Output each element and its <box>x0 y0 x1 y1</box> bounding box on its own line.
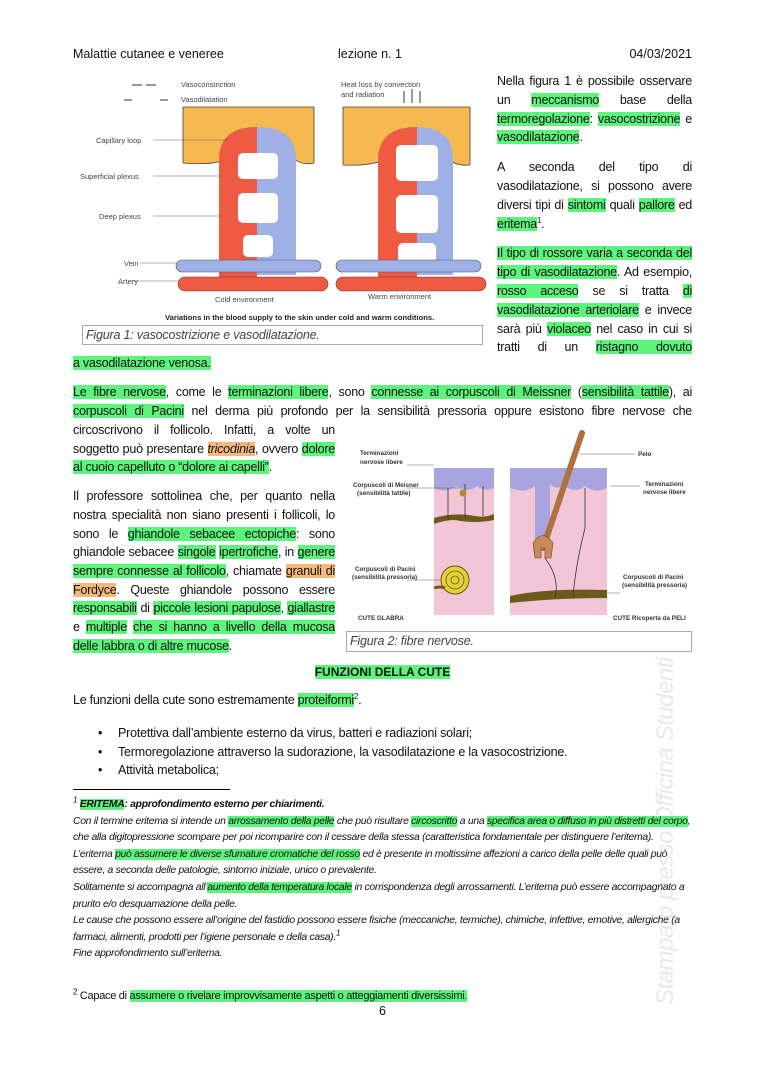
vein-cold <box>176 260 321 272</box>
footnote-2 <box>73 988 467 1005</box>
highlighted-text: termoregolazione <box>497 111 590 126</box>
text-segment: ed è presente in moltissime affezioni a carico della pelle delle quali può essere, a seconda delle patologie, sintomo iniziale, unico o prevalente. <box>73 848 668 877</box>
label-pacini-left: Corpuscoli di Pacini <box>355 566 416 573</box>
highlighted-text: eritema <box>497 216 537 231</box>
text-segment: , sono <box>328 385 372 399</box>
text-segment: , <box>280 601 288 616</box>
figure-2 <box>345 428 695 628</box>
label-meissner-2: (sensibilità tattile) <box>357 490 411 497</box>
text-segment: : <box>589 111 598 126</box>
list-item <box>73 743 693 762</box>
paragraph-functions-intro <box>73 691 361 709</box>
paragraph-tricodinia <box>73 421 335 477</box>
orange-highlighted-text: granuli di Fordyce <box>73 563 335 597</box>
artery-warm <box>336 277 486 291</box>
page-number: 6 <box>379 1004 386 1018</box>
text-segment: circoscrivono il follicolo. Infatti, a volte un soggetto può presentare <box>73 423 335 456</box>
text-segment: quali <box>605 197 639 212</box>
highlighted-text: circoscritto <box>411 815 458 827</box>
text-segment: Fine approfondimento sull’eritema. <box>73 948 223 960</box>
label-superficial-plexus: Superficial plexus <box>80 172 139 181</box>
footnote-ref[interactable]: 1 <box>73 795 78 805</box>
artery-cold <box>178 277 328 291</box>
footnote-ref[interactable]: 2 <box>73 987 78 997</box>
paragraph-vasodilatation-types <box>497 158 692 233</box>
highlighted-text: vasodilatazione <box>497 130 580 145</box>
highlighted-text: a vasodilatazione venosa. <box>73 356 211 370</box>
highlighted-text: ERITEMA <box>79 799 125 810</box>
text-segment: di <box>136 601 154 616</box>
highlighted-text: vasocostrizione <box>597 111 681 126</box>
highlighted-text: dolore al cuoio capelluto o “dolore ai capelli” <box>73 441 335 475</box>
text-segment: ( <box>571 385 582 399</box>
text-segment: , in <box>277 545 298 560</box>
list-item-text: Attività metabolica; <box>118 763 219 777</box>
highlighted-text: genere sempre connesse al follicolo <box>73 545 335 578</box>
text-segment: . <box>579 130 583 145</box>
text-segment: , come le <box>165 385 229 399</box>
highlighted-text: pallore <box>638 197 675 212</box>
label-vasodilatation: Vasodilatation <box>181 95 228 104</box>
section-heading: FUNZIONI DELLA CUTE <box>314 665 451 679</box>
label-deep-plexus: Deep plexus <box>99 212 141 221</box>
label-capillary-loop: Capillary loop <box>96 136 142 145</box>
highlighted-text: ghiandole sebacee ectopiche <box>127 526 296 541</box>
text-segment: ed <box>674 197 692 212</box>
figure-1-caption: Figura 1: vasocostrizione e vasodilatazione. <box>82 325 483 345</box>
highlighted-text: singole <box>177 545 216 560</box>
highlighted-text: assumere o rivelare improvvisamente aspetti o atteggiamenti diversissimi. <box>129 990 468 1002</box>
label-meissner: Corpuscoli di Meisner <box>353 482 419 489</box>
highlighted-text: violaceo <box>546 321 591 336</box>
heat-arrows <box>404 89 420 103</box>
bullet-icon: • <box>98 763 103 777</box>
highlighted-text: aumento della temperatura locale <box>207 881 352 893</box>
highlighted-text: sensibilità tattile <box>581 385 669 399</box>
paragraph-nerve-fibres <box>73 383 692 421</box>
highlighted-text: specifica area o diffuso in più distretti del corpo <box>486 815 688 827</box>
text-segment: : sono ghiandole sebacee <box>73 526 335 560</box>
bullet-icon: • <box>98 726 103 740</box>
highlighted-text: multiple <box>85 620 127 635</box>
label-pacini-left-2: (sensibilità pressoria) <box>352 574 418 581</box>
text-segment: nel caso in cui si tratti di un <box>497 321 692 355</box>
highlighted-text: meccanismo <box>531 92 599 107</box>
text-segment: . <box>228 638 233 653</box>
footnote-1-p4 <box>73 913 695 946</box>
text-segment: . <box>358 693 362 707</box>
text-segment: . <box>268 460 272 475</box>
highlighted-text: piccole lesioni papulose <box>153 601 281 616</box>
highlighted-text: di vasodilatazione arteriolare <box>497 283 692 317</box>
label-heat-loss-2: and radiation <box>341 90 385 99</box>
label-hairy-skin: CUTE Ricoperta da PELI <box>613 615 686 622</box>
label-free-endings-left-2: nervose libere <box>360 459 403 466</box>
text-segment: , chiamate <box>225 563 286 578</box>
highlighted-text: che si hanno a livello della mucosa delle labbra o di altre mucose <box>73 620 335 653</box>
highlighted-text: responsabili <box>73 601 137 616</box>
text-segment: . Queste ghiandole possono essere <box>116 582 335 597</box>
footnote-1 <box>73 797 695 963</box>
footnote-separator <box>73 789 230 790</box>
label-pacini-right: Corpuscoli di Pacini <box>623 574 684 581</box>
footnote-ref[interactable]: 1 <box>335 928 341 938</box>
text-segment: Solitamente si accompagna all’ <box>73 881 208 893</box>
text-segment: se si tratta <box>578 283 683 298</box>
figure-2-caption: Figura 2: fibre nervose. <box>346 631 692 652</box>
vein-warm <box>336 260 481 272</box>
paragraph-fordyce <box>73 487 335 655</box>
list-item <box>73 724 693 743</box>
label-artery: Artery <box>118 277 139 286</box>
text-segment: Capace di <box>77 990 130 1002</box>
highlighted-text: può assumere le diverse sfumature cromatiche del rosso <box>115 848 360 860</box>
footnote-1-title <box>73 797 695 814</box>
highlighted-text: Il tipo di rossore varia a seconda del tipo di vasodilatazione <box>497 246 692 280</box>
bullet-icon: • <box>98 744 103 759</box>
label-heat-loss: Heat loss by convection <box>341 80 421 89</box>
label-vein: Vein <box>124 259 139 268</box>
paragraph-redness-continuation <box>73 354 211 373</box>
label-hair: Pelo <box>638 451 652 458</box>
text-segment: e <box>680 111 692 126</box>
text-segment: . <box>541 216 545 231</box>
label-free-endings-right-2: nervose libere <box>643 489 686 496</box>
text-segment: Il professore sottolinea che, per quanto nella nostra specialità non siano presenti i follicoli, lo sono le <box>73 489 335 541</box>
highlighted-text: connesse ai corpuscoli di Meissner <box>371 385 572 399</box>
text-segment: che può risultare <box>334 815 412 827</box>
list-item-text: Termoregolazione attraverso la sudorazione, la vasodilatazione e la vasocostrizione. <box>118 744 568 759</box>
text-segment: , che alla digitopressione scompare per poi ricomparire con il cessare della stessa (caratteristica fondamentale per distinguere l’eritema). <box>73 815 691 844</box>
text-segment: A seconda del tipo di vasodilatazione, si possono avere diversi tipi di <box>497 160 692 212</box>
watermark: Stampato presso Officina Studenti <box>652 657 679 1005</box>
label-glabrous-skin: CUTE GLABRA <box>358 615 404 622</box>
header-date: 04/03/2021 <box>629 47 692 61</box>
text-segment: nel derma più profondo per la sensibilità pressoria oppure esistono fibre nervose che <box>183 403 692 418</box>
left-column <box>73 421 335 655</box>
epidermis-glabrous <box>434 468 494 491</box>
header-lesson: lezione n. 1 <box>338 47 402 61</box>
highlighted-text: sintomi <box>567 197 606 212</box>
list-item-text: Protettiva dall’ambiente esterno da virus, batteri e radiazioni solari; <box>118 726 473 740</box>
text-segment: : approfondimento esterno per chiarimenti. <box>124 799 325 810</box>
text-segment: ), ai <box>668 385 693 399</box>
list-item <box>73 761 693 780</box>
footnote-1-p1 <box>73 814 695 847</box>
text-segment: e <box>73 620 86 635</box>
section-heading-wrap <box>0 665 765 679</box>
text-segment: Con il termine eritema si intende un <box>73 815 229 827</box>
figure-1-legend <box>124 80 420 104</box>
label-warm-environment: Warm environment <box>368 292 432 301</box>
label-free-endings-right: Terminazioni <box>645 481 684 488</box>
text-segment: a una <box>457 815 487 827</box>
highlighted-text: ipertrofiche <box>219 545 278 560</box>
text-segment: . Ad esempio, <box>616 265 692 280</box>
figure-2-illustration <box>345 428 695 628</box>
figure-1-illustration <box>78 75 488 327</box>
footnote-1-p3 <box>73 880 695 913</box>
figure-1 <box>78 75 488 327</box>
highlighted-text: arrossamento della pelle <box>228 815 335 827</box>
text-segment: e invece sarà più <box>497 302 693 336</box>
text-segment: Le cause che possono essere all’origine del fastidio possono essere fisiche (meccaniche, termiche), chimiche, infettive, emotive, allergiche (a farmaci, alimenti, prodotti per l’igiene personale e della casa). <box>73 915 680 943</box>
highlighted-text: ristagno dovuto <box>595 340 692 355</box>
text-segment: , ovvero <box>255 441 302 456</box>
text-segment: Le funzioni della cute sono estremamente <box>73 693 298 707</box>
text-segment: L’eritema <box>73 848 116 860</box>
highlighted-text: rosso acceso <box>497 283 579 298</box>
highlighted-text: proteiformi <box>297 693 354 707</box>
label-free-endings-left: Terminazioni <box>360 450 399 457</box>
label-pacini-right-2: (sensibilità pressoria) <box>622 582 688 589</box>
text-segment: Nella figura 1 è possibile osservare un <box>497 74 692 107</box>
footnote-ref[interactable]: 2 <box>353 691 359 701</box>
orange-highlighted-text: tricodinia <box>207 441 256 456</box>
label-vasoconstriction: Vasoconstriction <box>181 80 236 89</box>
pacini-corpuscle <box>441 566 469 594</box>
highlighted-text: Le fibre nervose <box>73 385 166 399</box>
label-cold-environment: Cold environment <box>215 295 274 304</box>
footnote-ref[interactable]: 1 <box>536 215 542 225</box>
text-segment: in corrispondenza degli arrossamenti. L’eritema può essere accompagnato a prurito e/o desquamazione della pelle. <box>73 881 685 910</box>
paragraph-figure-intro <box>497 72 692 147</box>
figure-1-title: Variations in the blood supply to the skin under cold and warm conditions. <box>165 313 435 322</box>
header-course: Malattie cutanee e veneree <box>73 47 224 61</box>
text-segment: base della <box>598 92 692 107</box>
right-column <box>497 72 692 368</box>
highlighted-text: giallastre <box>287 601 335 616</box>
highlighted-text: terminazioni libere <box>228 385 329 399</box>
footnote-1-p5 <box>73 946 695 963</box>
footnote-1-p2 <box>73 847 695 880</box>
functions-list <box>73 724 693 780</box>
highlighted-text: corpuscoli di Pacini <box>73 403 184 418</box>
paragraph-redness <box>497 244 692 357</box>
